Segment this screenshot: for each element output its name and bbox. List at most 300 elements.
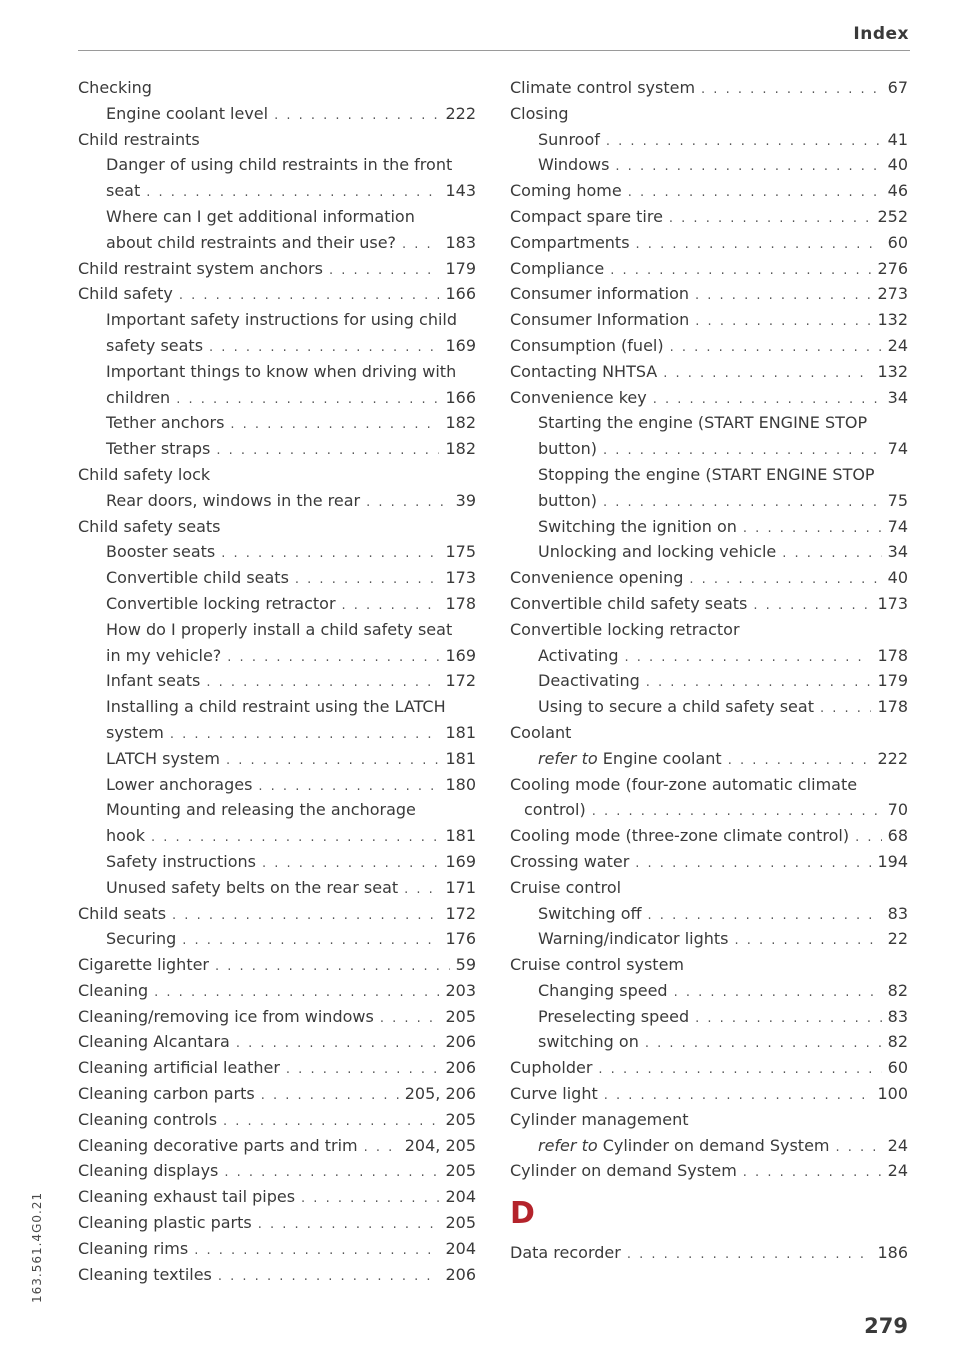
refer-to-label: refer to xyxy=(538,748,598,768)
index-term: Cupholder xyxy=(510,1058,593,1078)
index-entry xyxy=(78,978,476,1004)
index-subentry xyxy=(78,101,476,127)
dot-leader xyxy=(262,851,439,877)
index-subentry xyxy=(510,152,908,178)
page-reference[interactable]: 74 xyxy=(887,516,908,536)
dot-leader xyxy=(670,335,882,361)
dot-leader xyxy=(615,154,881,180)
dot-leader xyxy=(820,696,871,722)
dot-leader xyxy=(206,670,439,696)
index-subentry xyxy=(510,539,908,565)
page-reference[interactable]: 183 xyxy=(445,232,476,252)
index-term: safety seats xyxy=(106,335,204,355)
index-term: Convertible child seats xyxy=(106,568,289,588)
index-term: Unused safety belts on the rear seat xyxy=(106,877,399,897)
index-subentry xyxy=(510,410,908,462)
index-term: Convertible locking retractor xyxy=(510,619,740,639)
dot-leader xyxy=(743,516,882,542)
index-term: Consumer information xyxy=(510,284,690,304)
index-subentry xyxy=(510,1029,908,1055)
index-subentry xyxy=(78,617,476,669)
dot-leader xyxy=(176,387,439,413)
page-reference[interactable]: 40 xyxy=(887,568,908,588)
page-reference[interactable]: 83 xyxy=(887,903,908,923)
page-reference[interactable]: 82 xyxy=(887,980,908,1000)
index-entry xyxy=(78,127,476,153)
page-reference[interactable]: 175 xyxy=(445,542,476,562)
index-term: Compartments xyxy=(510,232,630,252)
index-term: Child safety xyxy=(78,284,173,304)
index-subentry xyxy=(510,1004,908,1030)
page-reference[interactable]: 83 xyxy=(887,1006,908,1026)
dot-leader xyxy=(701,77,882,103)
dot-leader xyxy=(224,1160,439,1186)
page-reference[interactable]: 273 xyxy=(877,284,908,304)
index-subentry xyxy=(78,359,476,411)
dot-leader xyxy=(728,748,872,774)
index-entry xyxy=(78,1184,476,1210)
dot-leader xyxy=(258,1212,440,1238)
index-term: Cylinder on demand System xyxy=(510,1161,737,1181)
index-entry xyxy=(510,1107,908,1133)
index-term: Switching the ignition on xyxy=(538,516,737,536)
dot-leader xyxy=(669,206,872,232)
page-reference[interactable]: 132 xyxy=(877,310,908,330)
page-reference[interactable]: 194 xyxy=(877,851,908,871)
index-subentry xyxy=(78,797,476,849)
index-subentry xyxy=(78,565,476,591)
page-reference[interactable]: 205 xyxy=(445,1161,476,1181)
page-reference[interactable]: 171 xyxy=(445,877,476,897)
index-term: Cleaning rims xyxy=(78,1238,189,1258)
index-term: Cleaning textiles xyxy=(78,1264,212,1284)
page-reference[interactable]: 176 xyxy=(445,929,476,949)
index-subentry xyxy=(78,436,476,462)
index-subentry xyxy=(510,926,908,952)
index-entry xyxy=(78,1262,476,1288)
index-term: Compact spare tire xyxy=(510,206,663,226)
dot-leader xyxy=(261,1083,399,1109)
page-reference[interactable]: 204, 205 xyxy=(404,1135,476,1155)
page-reference[interactable]: 222 xyxy=(877,748,908,768)
dot-leader xyxy=(215,954,450,980)
index-subentry xyxy=(78,591,476,617)
index-subentry xyxy=(78,410,476,436)
dot-leader xyxy=(855,825,882,851)
page-reference[interactable]: 169 xyxy=(445,645,476,665)
dot-leader xyxy=(151,825,439,851)
index-subentry xyxy=(78,307,476,359)
index-subentry xyxy=(510,694,908,720)
index-term: Where can I get additional information xyxy=(106,206,415,226)
page-reference[interactable]: 276 xyxy=(877,258,908,278)
page-reference[interactable]: 179 xyxy=(877,671,908,691)
page-reference[interactable]: 181 xyxy=(445,748,476,768)
index-term: Danger of using child restraints in the front xyxy=(106,155,453,175)
index-entry xyxy=(510,1240,908,1266)
page-reference[interactable]: 24 xyxy=(887,1135,908,1155)
index-term: Stopping the engine (START ENGINE STOP xyxy=(538,464,875,484)
index-term: Activating xyxy=(538,645,619,665)
dot-leader xyxy=(628,180,882,206)
page-reference[interactable]: 132 xyxy=(877,361,908,381)
index-term: seat xyxy=(106,181,141,201)
page-reference[interactable]: 166 xyxy=(445,387,476,407)
dot-leader xyxy=(194,1238,439,1264)
dot-leader xyxy=(154,980,439,1006)
index-term: Cylinder on demand System xyxy=(602,1135,830,1155)
index-subentry xyxy=(78,849,476,875)
index-term: Cleaning displays xyxy=(78,1161,219,1181)
index-subentry xyxy=(510,1133,908,1159)
index-term: Coming home xyxy=(510,181,622,201)
index-subentry xyxy=(510,668,908,694)
index-term: about child restraints and their use? xyxy=(106,232,397,252)
page-reference[interactable]: 181 xyxy=(445,826,476,846)
page-reference[interactable]: 166 xyxy=(445,284,476,304)
index-entry xyxy=(510,875,908,901)
index-entry xyxy=(78,901,476,927)
index-term: Child seats xyxy=(78,903,167,923)
index-entry xyxy=(78,1210,476,1236)
index-term: Engine coolant xyxy=(602,748,722,768)
index-subentry xyxy=(78,668,476,694)
page-reference[interactable]: 182 xyxy=(445,413,476,433)
index-subentry xyxy=(510,127,908,153)
index-term: Compliance xyxy=(510,258,605,278)
index-entry xyxy=(510,359,908,385)
page-reference[interactable]: 206 xyxy=(445,1058,476,1078)
index-entry xyxy=(78,1158,476,1184)
index-term: switching on xyxy=(538,1032,639,1052)
index-subentry xyxy=(510,978,908,1004)
dot-leader xyxy=(146,180,439,206)
page-reference[interactable]: 67 xyxy=(887,78,908,97)
dot-leader xyxy=(604,1083,872,1109)
page-reference[interactable]: 34 xyxy=(887,387,908,407)
dot-leader xyxy=(663,361,871,387)
index-term: Lower anchorages xyxy=(106,774,253,794)
index-term: Important things to know when driving with xyxy=(106,361,457,381)
page-reference[interactable]: 173 xyxy=(445,568,476,588)
page-reference[interactable]: 180 xyxy=(445,774,476,794)
page-reference[interactable]: 59 xyxy=(455,955,476,975)
dot-leader xyxy=(380,1006,440,1032)
index-entry xyxy=(510,823,908,849)
dot-leader xyxy=(402,232,439,258)
dot-leader xyxy=(236,1031,440,1057)
dot-leader xyxy=(753,593,871,619)
index-column-right xyxy=(510,75,908,1266)
page-reference[interactable]: 205 xyxy=(445,1109,476,1129)
index-entry xyxy=(510,565,908,591)
index-term: Cigarette lighter xyxy=(78,955,210,975)
index-term: Safety instructions xyxy=(106,851,256,871)
index-entry xyxy=(78,1133,476,1159)
page-reference[interactable]: 34 xyxy=(887,542,908,562)
dot-leader xyxy=(734,928,881,954)
index-term: Cruise control system xyxy=(510,955,684,975)
dot-leader xyxy=(301,1186,439,1212)
page-reference[interactable]: 206 xyxy=(445,1032,476,1052)
page-reference[interactable]: 39 xyxy=(455,490,476,510)
page-reference[interactable]: 60 xyxy=(887,232,908,252)
page-reference[interactable]: 203 xyxy=(445,980,476,1000)
page-reference[interactable]: 205 xyxy=(445,1006,476,1026)
index-term: Cruise control xyxy=(510,877,622,897)
dot-leader xyxy=(295,567,440,593)
page-reference[interactable]: 178 xyxy=(877,697,908,717)
index-term: Child safety seats xyxy=(78,516,221,536)
index-term: Cooling mode (four-zone automatic climate xyxy=(510,774,858,794)
index-term: Warning/indicator lights xyxy=(538,929,729,949)
dot-leader xyxy=(221,541,439,567)
index-term: Climate control system xyxy=(510,78,696,97)
dot-leader xyxy=(695,1006,882,1032)
index-term: button) xyxy=(538,490,598,510)
page-reference[interactable]: 68 xyxy=(887,826,908,846)
page-reference[interactable]: 70 xyxy=(887,800,908,820)
index-entry xyxy=(510,772,908,824)
index-entry xyxy=(78,1029,476,1055)
index-letter-heading: D xyxy=(510,1196,535,1232)
dot-leader xyxy=(342,593,440,619)
page-reference[interactable]: 205, 206 xyxy=(404,1084,476,1104)
index-entry xyxy=(78,1055,476,1081)
index-term: Infant seats xyxy=(106,671,201,691)
index-term: control) xyxy=(524,800,586,820)
index-term: Cleaning/removing ice from windows xyxy=(78,1006,374,1026)
dot-leader xyxy=(627,1242,872,1268)
page-reference[interactable]: 169 xyxy=(445,335,476,355)
dot-leader xyxy=(598,1057,881,1083)
page-reference[interactable]: 182 xyxy=(445,439,476,459)
index-term: Installing a child restraint using the LATCH xyxy=(106,697,446,717)
index-entry xyxy=(510,617,908,643)
page-reference[interactable]: 179 xyxy=(445,258,476,278)
page-reference[interactable]: 24 xyxy=(887,1161,908,1181)
dot-leader xyxy=(230,412,439,438)
index-term: Unlocking and locking vehicle xyxy=(538,542,777,562)
index-term: Child restraint system anchors xyxy=(78,258,323,278)
document-code: 163.561.4G0.21 xyxy=(30,1191,44,1303)
index-term: system xyxy=(106,722,164,742)
index-term: Tether anchors xyxy=(106,413,225,433)
index-term: Cleaning plastic parts xyxy=(78,1213,252,1233)
page-reference[interactable]: 22 xyxy=(887,929,908,949)
dot-leader xyxy=(743,1160,882,1186)
index-term: Crossing water xyxy=(510,851,630,871)
index-term: Engine coolant level xyxy=(106,103,269,123)
dot-leader xyxy=(179,283,440,309)
page-reference[interactable]: 40 xyxy=(887,155,908,175)
index-entry xyxy=(78,1107,476,1133)
dot-leader xyxy=(695,309,871,335)
index-subentry xyxy=(78,772,476,798)
dot-leader xyxy=(404,877,439,903)
index-term: Starting the engine (START ENGINE STOP xyxy=(538,413,868,433)
index-entry xyxy=(510,256,908,282)
index-term: Cleaning xyxy=(78,980,149,1000)
index-term: children xyxy=(106,387,171,407)
index-term: Convertible child safety seats xyxy=(510,593,748,613)
dot-leader xyxy=(223,1109,439,1135)
page-reference[interactable]: 206 xyxy=(445,1264,476,1284)
index-term: Securing xyxy=(106,929,177,949)
dot-leader xyxy=(635,851,871,877)
index-term: Deactivating xyxy=(538,671,640,691)
index-subentry xyxy=(78,539,476,565)
page-reference[interactable]: 173 xyxy=(877,593,908,613)
dot-leader xyxy=(592,799,882,825)
dot-leader xyxy=(606,129,882,155)
index-term: Switching off xyxy=(538,903,642,923)
page-reference[interactable]: 204 xyxy=(445,1187,476,1207)
index-entry xyxy=(78,462,476,488)
page-reference[interactable]: 169 xyxy=(445,851,476,871)
index-term: Data recorder xyxy=(510,1243,621,1263)
page-reference[interactable]: 172 xyxy=(445,903,476,923)
dot-leader xyxy=(603,438,882,464)
page-reference[interactable]: 82 xyxy=(887,1032,908,1052)
dot-leader xyxy=(218,1264,440,1290)
index-term: Cylinder management xyxy=(510,1109,689,1129)
index-term: Coolant xyxy=(510,722,572,742)
index-entry xyxy=(78,281,476,307)
index-term: Checking xyxy=(78,78,152,97)
refer-to-label: refer to xyxy=(538,1135,598,1155)
dot-leader xyxy=(258,774,439,800)
index-term: in my vehicle? xyxy=(106,645,222,665)
index-subentry xyxy=(510,901,908,927)
page-reference[interactable]: 74 xyxy=(887,439,908,459)
index-entry xyxy=(510,230,908,256)
index-entry xyxy=(510,1055,908,1081)
index-term: Cleaning artificial leather xyxy=(78,1058,280,1078)
index-entry xyxy=(510,75,908,101)
index-subentry xyxy=(78,694,476,746)
index-term: Cleaning decorative parts and trim xyxy=(78,1135,358,1155)
page-reference[interactable]: 252 xyxy=(877,206,908,226)
page-reference[interactable]: 204 xyxy=(445,1238,476,1258)
page-reference[interactable]: 143 xyxy=(445,181,476,201)
dot-leader xyxy=(689,567,881,593)
index-subentry xyxy=(510,462,908,514)
index-entry xyxy=(510,333,908,359)
index-term: Cleaning exhaust tail pipes xyxy=(78,1187,296,1207)
dot-leader xyxy=(782,541,881,567)
index-column-left xyxy=(78,75,476,1287)
index-entry xyxy=(510,1158,908,1184)
index-entry xyxy=(78,75,476,101)
dot-leader xyxy=(329,258,439,284)
index-subentry xyxy=(78,204,476,256)
dot-leader xyxy=(674,980,882,1006)
index-entry xyxy=(510,720,908,746)
index-entry xyxy=(78,514,476,540)
index-term: Convenience opening xyxy=(510,568,684,588)
page-reference[interactable]: 46 xyxy=(887,181,908,201)
dot-leader xyxy=(209,335,439,361)
dot-leader xyxy=(364,1135,399,1161)
page-reference[interactable]: 178 xyxy=(877,645,908,665)
index-entry xyxy=(78,1004,476,1030)
index-term: Consumer Information xyxy=(510,310,690,330)
index-subentry xyxy=(78,875,476,901)
page-reference[interactable]: 181 xyxy=(445,722,476,742)
page-reference[interactable]: 100 xyxy=(877,1084,908,1104)
page-reference[interactable]: 41 xyxy=(887,129,908,149)
index-subentry xyxy=(510,643,908,669)
dot-leader xyxy=(624,645,871,671)
page-reference[interactable]: 60 xyxy=(887,1058,908,1078)
index-term: Preselecting speed xyxy=(538,1006,690,1026)
page-reference[interactable]: 205 xyxy=(445,1213,476,1233)
index-term: Contacting NHTSA xyxy=(510,361,658,381)
index-term: Mounting and releasing the anchorage xyxy=(106,800,416,820)
dot-leader xyxy=(695,283,871,309)
index-subentry xyxy=(78,926,476,952)
index-entry xyxy=(510,178,908,204)
index-term: Tether straps xyxy=(106,439,211,459)
index-term: button) xyxy=(538,439,598,459)
dot-leader xyxy=(603,490,882,516)
index-subentry xyxy=(78,152,476,204)
dot-leader xyxy=(226,748,440,774)
index-entry xyxy=(510,849,908,875)
index-term: Curve light xyxy=(510,1084,598,1104)
section-title: Index xyxy=(853,24,909,44)
index-entry xyxy=(510,385,908,411)
index-entry xyxy=(78,952,476,978)
index-term: Child safety lock xyxy=(78,464,211,484)
index-entry xyxy=(510,101,908,127)
dot-leader xyxy=(636,232,882,258)
dot-leader xyxy=(645,1031,882,1057)
dot-leader xyxy=(172,903,439,929)
index-term: Rear doors, windows in the rear xyxy=(106,490,361,510)
dot-leader xyxy=(610,258,871,284)
index-entry xyxy=(510,307,908,333)
index-term: Convertible locking retractor xyxy=(106,593,336,613)
page-number: 279 xyxy=(864,1314,908,1338)
page-reference[interactable]: 24 xyxy=(887,335,908,355)
dot-leader xyxy=(170,722,440,748)
index-entry xyxy=(510,204,908,230)
index-term: How do I properly install a child safety seat xyxy=(106,619,453,639)
page-reference[interactable]: 222 xyxy=(445,103,476,123)
page-reference[interactable]: 172 xyxy=(445,671,476,691)
page-reference[interactable]: 186 xyxy=(877,1243,908,1263)
index-term: Booster seats xyxy=(106,542,216,562)
dot-leader xyxy=(653,387,882,413)
index-entry xyxy=(510,1081,908,1107)
index-term: LATCH system xyxy=(106,748,220,768)
page-reference[interactable]: 178 xyxy=(445,593,476,613)
index-term: Using to secure a child safety seat xyxy=(538,697,814,717)
index-subentry xyxy=(510,746,908,772)
index-entry xyxy=(510,952,908,978)
header-rule xyxy=(78,50,910,51)
index-entry xyxy=(510,591,908,617)
index-entry xyxy=(78,256,476,282)
page-reference[interactable]: 75 xyxy=(887,490,908,510)
index-term: Cleaning Alcantara xyxy=(78,1032,230,1052)
index-term: Consumption (fuel) xyxy=(510,335,664,355)
index-entry xyxy=(78,1081,476,1107)
dot-leader xyxy=(227,645,439,671)
index-term: Important safety instructions for using child xyxy=(106,310,458,330)
